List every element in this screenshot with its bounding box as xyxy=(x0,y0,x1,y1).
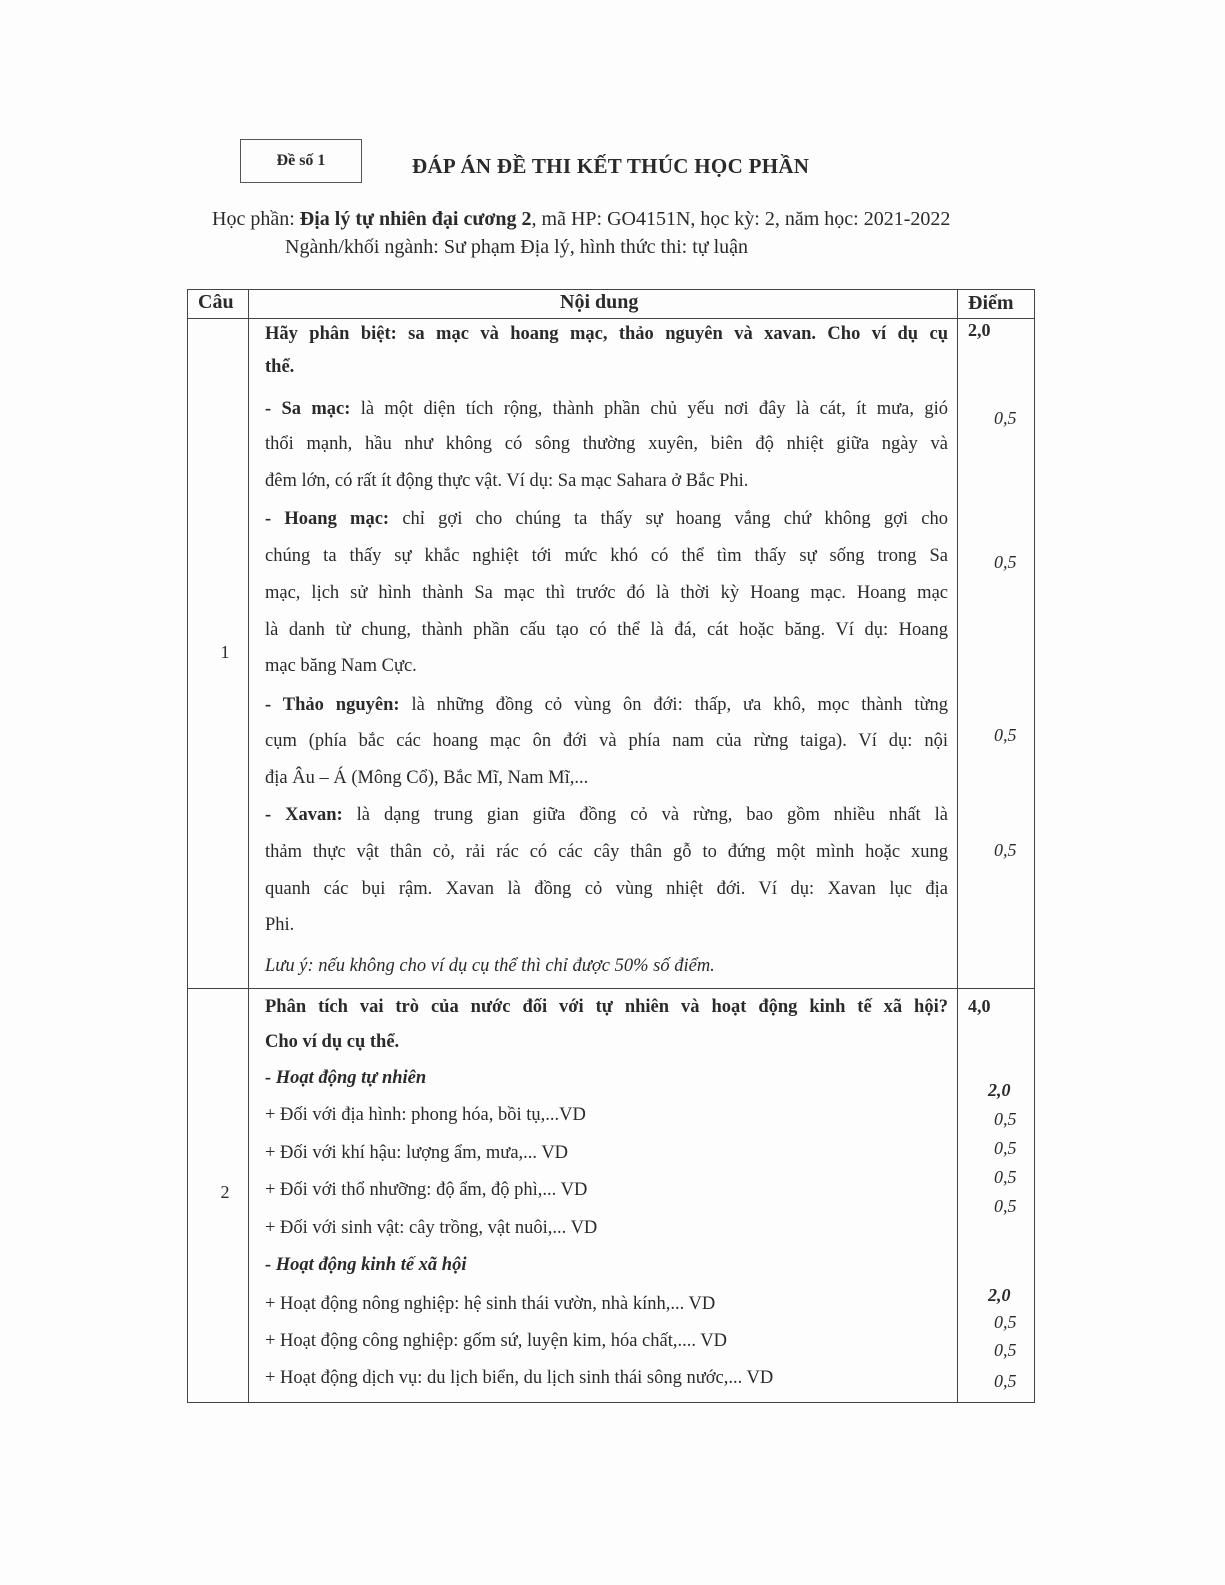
line-text: Phi. xyxy=(265,915,295,935)
sub-score: 0,5 xyxy=(994,1196,1017,1216)
content-line xyxy=(265,1329,948,1353)
content-line xyxy=(265,729,948,753)
bold-text: Cho ví dụ cụ thể. xyxy=(265,1032,400,1052)
content-line xyxy=(265,507,948,531)
content-line xyxy=(265,766,948,790)
content-line xyxy=(265,1292,948,1316)
course-line xyxy=(212,208,950,231)
sub-score: 0,5 xyxy=(994,1109,1017,1129)
line-text: + Đối với thổ nhưỡng: độ ẩm, độ phì,... VD xyxy=(265,1180,588,1200)
question-total-score: 2,0 xyxy=(968,320,991,340)
course-details: , mã HP: GO4151N, học kỳ: 2, năm học: 2021-2022 xyxy=(531,208,951,230)
course-name: Địa lý tự nhiên đại cương 2 xyxy=(299,208,532,230)
question-number: 1 xyxy=(220,642,230,662)
content-line xyxy=(265,1066,948,1090)
exam-code-box: Đề số 1 xyxy=(240,139,362,183)
content-line xyxy=(265,1141,948,1165)
content-line xyxy=(265,654,948,678)
major-line: Ngành/khối ngành: Sư phạm Địa lý, hình thức thi: tự luận xyxy=(285,236,749,258)
line-text: + Hoạt động nông nghiệp: hệ sinh thái vườn, nhà kính,... VD xyxy=(265,1294,716,1314)
sub-score: 0,5 xyxy=(994,552,1017,572)
content-line xyxy=(265,469,948,493)
line-text: là những đồng cỏ vùng ôn đới: thấp, ưa khô, mọc thành từng xyxy=(399,695,948,715)
table-border xyxy=(187,318,1035,319)
line-text: thảm thực vật thân cỏ, rải rác có các cây thân gỗ to đứng một mình hoặc xung xyxy=(265,842,948,862)
bold-text: - Thảo nguyên: xyxy=(265,695,400,715)
line-text: mạc, lịch sử hình thành Sa mạc thì trước đó là thời kỳ Hoang mạc. Hoang mạc xyxy=(265,583,948,603)
table-border xyxy=(248,289,249,1403)
content-line xyxy=(265,1178,948,1202)
content-line xyxy=(265,693,948,717)
col-header-diem: Điểm xyxy=(968,292,1014,314)
content-line xyxy=(265,355,948,379)
content-line xyxy=(265,1103,948,1127)
line-text: cụm (phía bắc các hoang mạc ôn đới và phía nam của rừng taiga). Ví dụ: nội xyxy=(265,731,948,751)
sub-score: 0,5 xyxy=(994,725,1017,745)
line-text: mạc băng Nam Cực. xyxy=(265,656,417,676)
question-total-score: 4,0 xyxy=(968,996,991,1016)
line-text: + Hoạt động dịch vụ: du lịch biển, du lịch sinh thái sông nước,... VD xyxy=(265,1368,774,1388)
bold-text: Hãy phân biệt: sa mạc và hoang mạc, thảo nguyên và xavan. Cho ví dụ cụ xyxy=(265,324,948,344)
col-header-cau: Câu xyxy=(198,291,234,313)
table-border xyxy=(957,289,958,1403)
content-line xyxy=(265,840,948,864)
line-text: là danh từ chung, thành phần cấu tạo có thể là đá, cát hoặc băng. Ví dụ: Hoang xyxy=(265,620,948,640)
sub-score: 0,5 xyxy=(994,1312,1017,1332)
line-text: chúng ta thấy sự khắc nghiệt tới mức khó có thể tìm thấy sự sống trong Sa xyxy=(265,546,948,566)
content-line xyxy=(265,1253,948,1277)
line-text: đêm lớn, có rất ít động thực vật. Ví dụ: Sa mạc Sahara ở Bắc Phi. xyxy=(265,471,749,491)
sub-score: 2,0 xyxy=(988,1080,1011,1100)
sub-score: 0,5 xyxy=(994,1138,1017,1158)
content-line xyxy=(265,877,948,901)
bold-text: thể. xyxy=(265,357,295,377)
content-line xyxy=(265,322,948,346)
table-border xyxy=(187,289,1035,290)
content-line xyxy=(265,803,948,827)
table-border xyxy=(1034,289,1035,1403)
table-border xyxy=(187,1402,1035,1403)
col-header-noi-dung: Nội dung xyxy=(560,291,639,313)
bold-text: - Sa mạc: xyxy=(265,399,351,419)
content-line xyxy=(265,1366,948,1390)
content-line xyxy=(265,954,948,978)
line-text: + Đối với địa hình: phong hóa, bồi tụ,...VD xyxy=(265,1105,586,1125)
content-line xyxy=(265,432,948,456)
line-text: + Đối với sinh vật: cây trồng, vật nuôi,... VD xyxy=(265,1218,598,1238)
sub-score: 2,0 xyxy=(988,1285,1011,1305)
line-text: chỉ gợi cho chúng ta thấy sự hoang vắng chứ không gợi cho xyxy=(389,509,949,529)
content-line xyxy=(265,618,948,642)
bold-text: - Hoang mạc: xyxy=(265,509,390,529)
question-number: 2 xyxy=(220,1182,230,1202)
sub-score: 0,5 xyxy=(994,408,1017,428)
line-text: địa Âu – Á (Mông Cổ), Bắc Mĩ, Nam Mĩ,... xyxy=(265,768,589,788)
content-line xyxy=(265,995,948,1019)
sub-score: 0,5 xyxy=(994,1340,1017,1360)
content-line xyxy=(265,1216,948,1240)
content-line xyxy=(265,913,948,937)
line-text: - Hoạt động kinh tế xã hội xyxy=(265,1255,467,1275)
bold-text: - Xavan: xyxy=(265,805,343,825)
content-line xyxy=(265,544,948,568)
line-text: + Đối với khí hậu: lượng ẩm, mưa,... VD xyxy=(265,1143,569,1163)
sub-score: 0,5 xyxy=(994,840,1017,860)
line-text: Lưu ý: nếu không cho ví dụ cụ thể thì chỉ được 50% số điểm. xyxy=(265,956,715,976)
content-line xyxy=(265,1030,948,1054)
content-line xyxy=(265,581,948,605)
course-label: Học phần: xyxy=(212,208,300,230)
line-text: quanh các bụi rậm. Xavan là đồng cỏ vùng nhiệt đới. Ví dụ: Xavan lục địa xyxy=(265,879,948,899)
sub-score: 0,5 xyxy=(994,1167,1017,1187)
line-text: + Hoạt động công nghiệp: gốm sứ, luyện kim, hóa chất,.... VD xyxy=(265,1331,728,1351)
table-border xyxy=(187,988,1035,989)
line-text: là một diện tích rộng, thành phần chủ yếu nơi đây là cát, ít mưa, gió xyxy=(350,399,948,419)
bold-text: Phân tích vai trò của nước đối với tự nhiên và hoạt động kinh tế xã hội? xyxy=(265,997,948,1017)
sub-score: 0,5 xyxy=(994,1371,1017,1391)
line-text: thổi mạnh, hầu như không có sông thường xuyên, biên độ nhiệt giữa ngày và xyxy=(265,434,948,454)
content-line xyxy=(265,397,948,421)
line-text: - Hoạt động tự nhiên xyxy=(265,1068,427,1088)
table-border xyxy=(187,289,188,1403)
document-title: ĐÁP ÁN ĐỀ THI KẾT THÚC HỌC PHẦN xyxy=(412,154,810,178)
line-text: là dạng trung gian giữa đồng cỏ và rừng, bao gồm nhiều nhất là xyxy=(342,805,948,825)
